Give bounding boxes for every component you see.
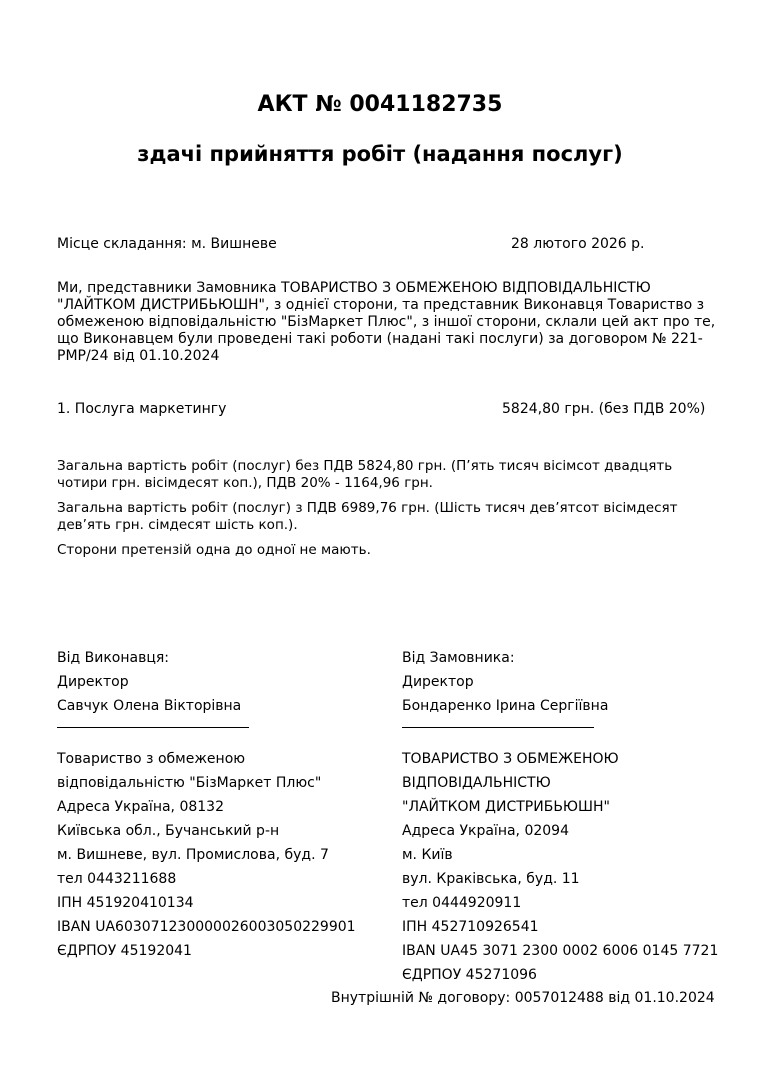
act-date: 28 лютого 2026 р. — [511, 236, 645, 252]
executor-detail: тел 0443211688 — [57, 871, 177, 887]
service-name: 1. Послуга маркетингу — [57, 401, 227, 417]
customer-detail: ІПН 452710926541 — [402, 919, 539, 935]
customer-position: Директор — [402, 674, 474, 690]
internal-contract-number: Внутрішній № договору: 0057012488 від 01.10.2024 — [331, 990, 715, 1006]
executor-detail: IBAN UA603071230000026003050229901 — [57, 919, 356, 935]
customer-detail: "ЛАЙТКОМ ДИСТРИБЬЮШН" — [402, 799, 610, 815]
place-of-issue: Місце складання: м. Вишневе — [57, 236, 277, 252]
act-subtitle: здачі прийняття робіт (надання послуг) — [137, 142, 623, 166]
no-claims-statement: Сторони претензій одна до одної не мають. — [57, 542, 371, 558]
executor-position: Директор — [57, 674, 129, 690]
executor-heading: Від Виконавця: — [57, 650, 169, 666]
customer-heading: Від Замовника: — [402, 650, 515, 666]
customer-detail: ЄДРПОУ 45271096 — [402, 967, 537, 983]
customer-detail: тел 0444920911 — [402, 895, 522, 911]
act-title: АКТ № 0041182735 — [257, 92, 503, 117]
customer-detail: ВІДПОВІДАЛЬНІСТЮ — [402, 775, 551, 791]
executor-detail: відповідальністю "БізМаркет Плюс" — [57, 775, 322, 791]
customer-detail: ТОВАРИСТВО З ОБМЕЖЕНОЮ — [402, 751, 619, 767]
customer-person: Бондаренко Ірина Сергіївна — [402, 698, 609, 714]
intro-paragraph: Ми, представники Замовника ТОВАРИСТВО З ОБМЕЖЕНОЮ ВІДПОВІДАЛЬНІСТЮ "ЛАЙТКОМ ДИСТРИБЬЮШН", з однієї сторони, та представник Виконавця Товариство з обмеженою відповідальністю "БізМаркет Плюс", з іншої сторони, склали цей акт про те, що Виконавцем були проведені такі роботи (надані такі послуги) за договором № 221-РМР/24 від 01.10.2024 — [57, 280, 716, 364]
executor-detail: Товариство з обмеженою — [57, 751, 246, 767]
totals-block — [57, 458, 717, 567]
customer-detail: IBAN UA45 3071 2300 0002 6006 0145 7721 — [402, 943, 719, 959]
total-without-vat: Загальна вартість робіт (послуг) без ПДВ 5824,80 грн. (П’ять тисяч вісімсот двадцять чотири грн. вісімдесят коп.), ПДВ 20% - 1164,96 грн. — [57, 458, 673, 491]
service-price: 5824,80 грн. (без ПДВ 20%) — [502, 401, 706, 417]
executor-detail: Київська обл., Бучанський р-н — [57, 823, 280, 839]
customer-detail: вул. Краківська, буд. 11 — [402, 871, 580, 887]
executor-detail: м. Вишневе, вул. Промислова, буд. 7 — [57, 847, 329, 863]
total-with-vat: Загальна вартість робіт (послуг) з ПДВ 6989,76 грн. (Шість тисяч дев’ятсот вісімдесят дев’ять грн. сімдесят шість коп.). — [57, 500, 678, 533]
executor-detail: ЄДРПОУ 45192041 — [57, 943, 192, 959]
customer-column — [402, 650, 732, 991]
customer-signature-line — [402, 727, 594, 728]
executor-detail: ІПН 451920410134 — [57, 895, 194, 911]
executor-column — [57, 650, 387, 967]
customer-detail: м. Київ — [402, 847, 453, 863]
executor-signature-line — [57, 727, 249, 728]
customer-detail: Адреса Україна, 02094 — [402, 823, 569, 839]
executor-person: Савчук Олена Вікторівна — [57, 698, 242, 714]
executor-detail: Адреса Україна, 08132 — [57, 799, 224, 815]
